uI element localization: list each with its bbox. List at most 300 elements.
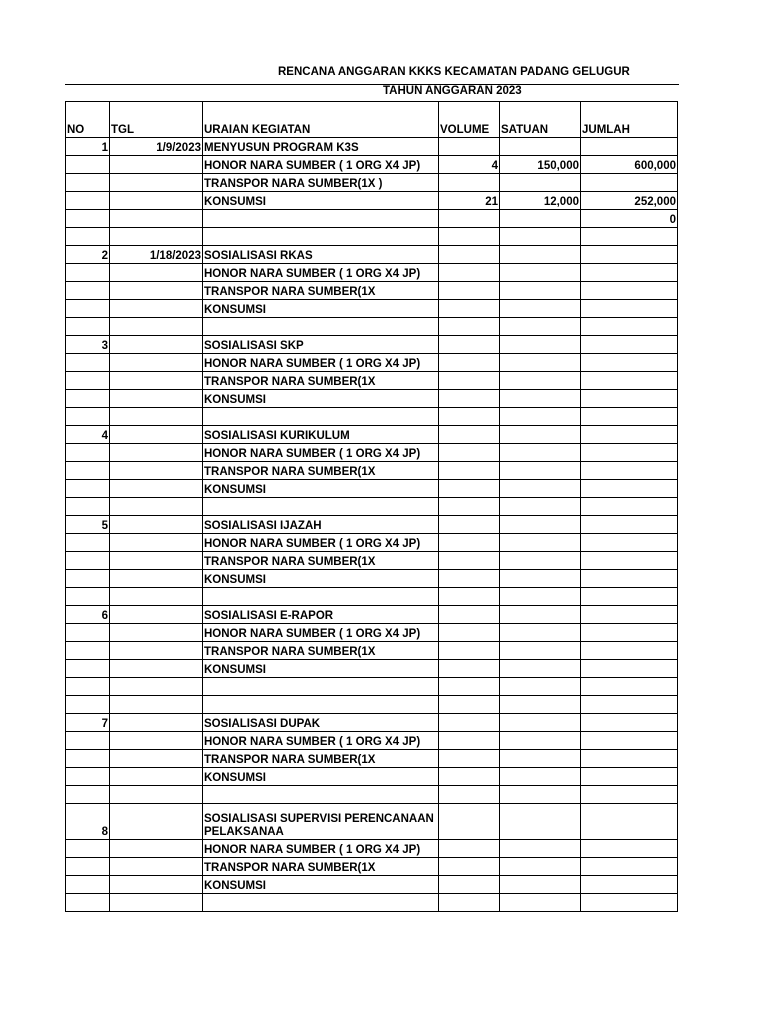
cell-uraian: HONOR NARA SUMBER ( 1 ORG X4 JP)	[203, 264, 439, 282]
cell-tgl	[110, 624, 203, 642]
cell-tgl	[110, 696, 203, 714]
cell-satuan	[500, 354, 581, 372]
cell-satuan	[500, 372, 581, 390]
cell-uraian: TRANSPOR NARA SUMBER(1X	[203, 282, 439, 300]
cell-tgl: 1/18/2023	[110, 246, 203, 264]
table-row	[66, 408, 678, 426]
cell-uraian: KONSUMSI	[203, 390, 439, 408]
cell-volume	[439, 444, 500, 462]
cell-satuan	[500, 804, 581, 840]
cell-jumlah	[581, 174, 678, 192]
cell-jumlah	[581, 498, 678, 516]
table-row	[66, 462, 678, 480]
cell-no	[66, 264, 110, 282]
cell-no	[66, 858, 110, 876]
cell-uraian: SOSIALISASI RKAS	[203, 246, 439, 264]
cell-uraian: HONOR NARA SUMBER ( 1 ORG X4 JP)	[203, 156, 439, 174]
column-header-tgl: TGL	[110, 102, 203, 138]
cell-volume	[439, 876, 500, 894]
cell-uraian: KONSUMSI	[203, 876, 439, 894]
cell-jumlah	[581, 372, 678, 390]
cell-tgl	[110, 678, 203, 696]
table-row	[66, 174, 678, 192]
column-header-satuan: SATUAN	[500, 102, 581, 138]
cell-uraian: SOSIALISASI KURIKULUM	[203, 426, 439, 444]
cell-no	[66, 228, 110, 246]
cell-uraian: HONOR NARA SUMBER ( 1 ORG X4 JP)	[203, 624, 439, 642]
cell-volume	[439, 228, 500, 246]
cell-satuan	[500, 750, 581, 768]
cell-jumlah	[581, 750, 678, 768]
table-row	[66, 282, 678, 300]
cell-tgl	[110, 786, 203, 804]
cell-volume	[439, 408, 500, 426]
cell-volume	[439, 696, 500, 714]
cell-no	[66, 210, 110, 228]
cell-uraian: HONOR NARA SUMBER ( 1 ORG X4 JP)	[203, 534, 439, 552]
cell-tgl	[110, 750, 203, 768]
cell-jumlah	[581, 138, 678, 156]
cell-satuan	[500, 660, 581, 678]
cell-jumlah: 252,000	[581, 192, 678, 210]
table-row	[66, 156, 678, 174]
cell-volume	[439, 624, 500, 642]
cell-volume	[439, 894, 500, 912]
table-body	[66, 138, 678, 912]
cell-no	[66, 534, 110, 552]
table-row	[66, 264, 678, 282]
cell-uraian: KONSUMSI	[203, 660, 439, 678]
cell-satuan	[500, 444, 581, 462]
cell-uraian: KONSUMSI	[203, 480, 439, 498]
cell-uraian	[203, 228, 439, 246]
cell-uraian: KONSUMSI	[203, 300, 439, 318]
cell-uraian: HONOR NARA SUMBER ( 1 ORG X4 JP)	[203, 444, 439, 462]
cell-jumlah	[581, 570, 678, 588]
cell-uraian: MENYUSUN PROGRAM K3S	[203, 138, 439, 156]
cell-volume	[439, 354, 500, 372]
cell-uraian	[203, 408, 439, 426]
cell-jumlah	[581, 768, 678, 786]
cell-no	[66, 192, 110, 210]
cell-jumlah	[581, 408, 678, 426]
table-row	[66, 516, 678, 534]
cell-no	[66, 156, 110, 174]
cell-tgl	[110, 534, 203, 552]
cell-tgl	[110, 570, 203, 588]
cell-no: 3	[66, 336, 110, 354]
cell-tgl	[110, 156, 203, 174]
cell-satuan	[500, 786, 581, 804]
cell-jumlah	[581, 462, 678, 480]
table-row	[66, 138, 678, 156]
cell-volume	[439, 210, 500, 228]
cell-tgl	[110, 300, 203, 318]
cell-volume	[439, 264, 500, 282]
table-row	[66, 498, 678, 516]
cell-no	[66, 786, 110, 804]
cell-tgl	[110, 588, 203, 606]
cell-satuan	[500, 210, 581, 228]
cell-volume	[439, 498, 500, 516]
cell-tgl	[110, 354, 203, 372]
cell-tgl	[110, 768, 203, 786]
table-row	[66, 552, 678, 570]
cell-no	[66, 876, 110, 894]
cell-volume	[439, 138, 500, 156]
cell-no	[66, 282, 110, 300]
cell-no	[66, 750, 110, 768]
cell-tgl	[110, 192, 203, 210]
cell-jumlah	[581, 336, 678, 354]
table-row	[66, 894, 678, 912]
table-row	[66, 840, 678, 858]
document-title: RENCANA ANGGARAN KKKS KECAMATAN PADANG GELUGUR	[278, 66, 630, 78]
cell-volume: 21	[439, 192, 500, 210]
cell-no	[66, 318, 110, 336]
table-row	[66, 876, 678, 894]
cell-uraian: KONSUMSI	[203, 192, 439, 210]
cell-satuan	[500, 696, 581, 714]
cell-uraian	[203, 786, 439, 804]
cell-jumlah	[581, 624, 678, 642]
cell-volume	[439, 660, 500, 678]
cell-no	[66, 390, 110, 408]
cell-satuan	[500, 552, 581, 570]
cell-uraian: SOSIALISASI IJAZAH	[203, 516, 439, 534]
cell-tgl	[110, 516, 203, 534]
cell-satuan	[500, 462, 581, 480]
budget-table	[65, 101, 678, 912]
cell-satuan	[500, 588, 581, 606]
table-row	[66, 804, 678, 840]
cell-satuan	[500, 480, 581, 498]
title-divider	[65, 84, 679, 85]
cell-tgl	[110, 174, 203, 192]
table-row	[66, 318, 678, 336]
cell-satuan: 150,000	[500, 156, 581, 174]
cell-jumlah	[581, 228, 678, 246]
cell-jumlah	[581, 426, 678, 444]
cell-tgl	[110, 480, 203, 498]
cell-no	[66, 678, 110, 696]
cell-no: 1	[66, 138, 110, 156]
cell-no	[66, 354, 110, 372]
cell-no	[66, 498, 110, 516]
cell-tgl	[110, 498, 203, 516]
cell-jumlah	[581, 876, 678, 894]
cell-volume	[439, 642, 500, 660]
cell-tgl	[110, 228, 203, 246]
cell-satuan	[500, 570, 581, 588]
cell-volume	[439, 858, 500, 876]
cell-no	[66, 462, 110, 480]
table-row	[66, 534, 678, 552]
cell-satuan	[500, 300, 581, 318]
cell-jumlah	[581, 588, 678, 606]
cell-tgl	[110, 876, 203, 894]
cell-satuan	[500, 624, 581, 642]
cell-jumlah	[581, 354, 678, 372]
cell-volume	[439, 246, 500, 264]
cell-jumlah	[581, 516, 678, 534]
cell-volume: 4	[439, 156, 500, 174]
cell-tgl	[110, 552, 203, 570]
cell-uraian: TRANSPOR NARA SUMBER(1X	[203, 372, 439, 390]
cell-satuan	[500, 228, 581, 246]
table-row	[66, 300, 678, 318]
cell-tgl	[110, 804, 203, 840]
cell-no	[66, 480, 110, 498]
cell-jumlah	[581, 660, 678, 678]
cell-no: 5	[66, 516, 110, 534]
cell-no	[66, 660, 110, 678]
table-row	[66, 390, 678, 408]
cell-tgl: 1/9/2023	[110, 138, 203, 156]
cell-jumlah	[581, 732, 678, 750]
table-row	[66, 750, 678, 768]
cell-jumlah	[581, 480, 678, 498]
cell-satuan	[500, 642, 581, 660]
cell-satuan	[500, 840, 581, 858]
column-header-no: NO	[66, 102, 110, 138]
cell-no: 6	[66, 606, 110, 624]
cell-no	[66, 300, 110, 318]
cell-volume	[439, 426, 500, 444]
cell-satuan	[500, 876, 581, 894]
cell-tgl	[110, 462, 203, 480]
cell-uraian: TRANSPOR NARA SUMBER(1X )	[203, 174, 439, 192]
cell-jumlah	[581, 264, 678, 282]
cell-jumlah	[581, 282, 678, 300]
cell-jumlah	[581, 678, 678, 696]
table-row	[66, 210, 678, 228]
cell-volume	[439, 390, 500, 408]
cell-jumlah	[581, 696, 678, 714]
cell-tgl	[110, 444, 203, 462]
cell-jumlah	[581, 714, 678, 732]
table-row	[66, 228, 678, 246]
cell-volume	[439, 462, 500, 480]
cell-tgl	[110, 858, 203, 876]
cell-satuan	[500, 678, 581, 696]
cell-no: 8	[66, 804, 110, 840]
cell-tgl	[110, 642, 203, 660]
cell-jumlah	[581, 606, 678, 624]
table-row	[66, 372, 678, 390]
cell-volume	[439, 606, 500, 624]
cell-uraian: TRANSPOR NARA SUMBER(1X	[203, 750, 439, 768]
cell-tgl	[110, 372, 203, 390]
cell-satuan	[500, 516, 581, 534]
cell-volume	[439, 732, 500, 750]
cell-no	[66, 372, 110, 390]
table-row	[66, 660, 678, 678]
cell-satuan	[500, 606, 581, 624]
cell-satuan	[500, 768, 581, 786]
cell-no	[66, 768, 110, 786]
cell-uraian: TRANSPOR NARA SUMBER(1X	[203, 552, 439, 570]
cell-no: 2	[66, 246, 110, 264]
table-row	[66, 192, 678, 210]
cell-uraian: KONSUMSI	[203, 768, 439, 786]
cell-tgl	[110, 264, 203, 282]
cell-uraian: TRANSPOR NARA SUMBER(1X	[203, 858, 439, 876]
cell-uraian: SOSIALISASI SKP	[203, 336, 439, 354]
cell-no	[66, 570, 110, 588]
cell-jumlah: 0	[581, 210, 678, 228]
cell-satuan	[500, 534, 581, 552]
cell-satuan	[500, 714, 581, 732]
cell-uraian: HONOR NARA SUMBER ( 1 ORG X4 JP)	[203, 354, 439, 372]
table-row	[66, 480, 678, 498]
table-row	[66, 354, 678, 372]
cell-satuan	[500, 408, 581, 426]
cell-uraian	[203, 498, 439, 516]
cell-satuan	[500, 390, 581, 408]
table-row	[66, 678, 678, 696]
cell-satuan	[500, 246, 581, 264]
cell-satuan	[500, 858, 581, 876]
cell-no	[66, 840, 110, 858]
cell-no	[66, 642, 110, 660]
cell-satuan	[500, 894, 581, 912]
cell-satuan	[500, 138, 581, 156]
table-row	[66, 336, 678, 354]
cell-tgl	[110, 426, 203, 444]
cell-no	[66, 588, 110, 606]
cell-tgl	[110, 390, 203, 408]
cell-volume	[439, 552, 500, 570]
cell-uraian: KONSUMSI	[203, 570, 439, 588]
table-row	[66, 624, 678, 642]
cell-volume	[439, 336, 500, 354]
cell-tgl	[110, 894, 203, 912]
cell-volume	[439, 678, 500, 696]
cell-no: 7	[66, 714, 110, 732]
cell-tgl	[110, 732, 203, 750]
cell-uraian	[203, 210, 439, 228]
cell-jumlah	[581, 444, 678, 462]
cell-tgl	[110, 660, 203, 678]
table-row	[66, 444, 678, 462]
document-subtitle: TAHUN ANGGARAN 2023	[383, 85, 522, 97]
column-header-volume: VOLUME	[439, 102, 500, 138]
cell-tgl	[110, 282, 203, 300]
table-row	[66, 426, 678, 444]
cell-uraian: SOSIALISASI SUPERVISI PERENCANAAN PELAKSANAA	[203, 804, 439, 840]
cell-uraian	[203, 318, 439, 336]
cell-uraian: TRANSPOR NARA SUMBER(1X	[203, 462, 439, 480]
cell-volume	[439, 516, 500, 534]
cell-uraian	[203, 588, 439, 606]
cell-jumlah	[581, 804, 678, 840]
cell-volume	[439, 714, 500, 732]
cell-satuan	[500, 426, 581, 444]
table-row	[66, 732, 678, 750]
cell-jumlah	[581, 318, 678, 336]
cell-uraian: TRANSPOR NARA SUMBER(1X	[203, 642, 439, 660]
table-row	[66, 246, 678, 264]
table-row	[66, 714, 678, 732]
cell-uraian	[203, 894, 439, 912]
table-row	[66, 696, 678, 714]
table-row	[66, 642, 678, 660]
cell-no	[66, 444, 110, 462]
column-header-uraian: URAIAN KEGIATAN	[203, 102, 439, 138]
cell-volume	[439, 372, 500, 390]
table-row	[66, 606, 678, 624]
cell-jumlah	[581, 858, 678, 876]
cell-jumlah	[581, 552, 678, 570]
cell-tgl	[110, 210, 203, 228]
cell-jumlah	[581, 300, 678, 318]
cell-tgl	[110, 408, 203, 426]
cell-no	[66, 732, 110, 750]
table-header-row	[66, 102, 678, 138]
column-header-jumlah: JUMLAH	[581, 102, 678, 138]
cell-satuan: 12,000	[500, 192, 581, 210]
cell-jumlah	[581, 642, 678, 660]
cell-tgl	[110, 336, 203, 354]
cell-jumlah	[581, 246, 678, 264]
cell-satuan	[500, 174, 581, 192]
cell-uraian: SOSIALISASI DUPAK	[203, 714, 439, 732]
cell-volume	[439, 588, 500, 606]
cell-tgl	[110, 714, 203, 732]
cell-uraian: HONOR NARA SUMBER ( 1 ORG X4 JP)	[203, 840, 439, 858]
cell-satuan	[500, 318, 581, 336]
table-row	[66, 858, 678, 876]
cell-uraian	[203, 696, 439, 714]
cell-jumlah	[581, 534, 678, 552]
cell-no	[66, 174, 110, 192]
cell-no	[66, 552, 110, 570]
cell-volume	[439, 768, 500, 786]
cell-uraian: SOSIALISASI E-RAPOR	[203, 606, 439, 624]
cell-satuan	[500, 264, 581, 282]
cell-no	[66, 894, 110, 912]
cell-volume	[439, 534, 500, 552]
cell-volume	[439, 570, 500, 588]
cell-volume	[439, 300, 500, 318]
table-row	[66, 588, 678, 606]
cell-volume	[439, 804, 500, 840]
cell-tgl	[110, 318, 203, 336]
cell-satuan	[500, 336, 581, 354]
cell-jumlah	[581, 390, 678, 408]
cell-volume	[439, 174, 500, 192]
table-row	[66, 786, 678, 804]
cell-no	[66, 624, 110, 642]
cell-jumlah	[581, 894, 678, 912]
cell-tgl	[110, 840, 203, 858]
cell-volume	[439, 750, 500, 768]
cell-uraian	[203, 678, 439, 696]
cell-satuan	[500, 732, 581, 750]
table-row	[66, 768, 678, 786]
cell-jumlah	[581, 786, 678, 804]
cell-volume	[439, 282, 500, 300]
cell-uraian: HONOR NARA SUMBER ( 1 ORG X4 JP)	[203, 732, 439, 750]
cell-satuan	[500, 282, 581, 300]
cell-no	[66, 408, 110, 426]
cell-satuan	[500, 498, 581, 516]
cell-no	[66, 696, 110, 714]
cell-no: 4	[66, 426, 110, 444]
cell-volume	[439, 480, 500, 498]
table-row	[66, 570, 678, 588]
